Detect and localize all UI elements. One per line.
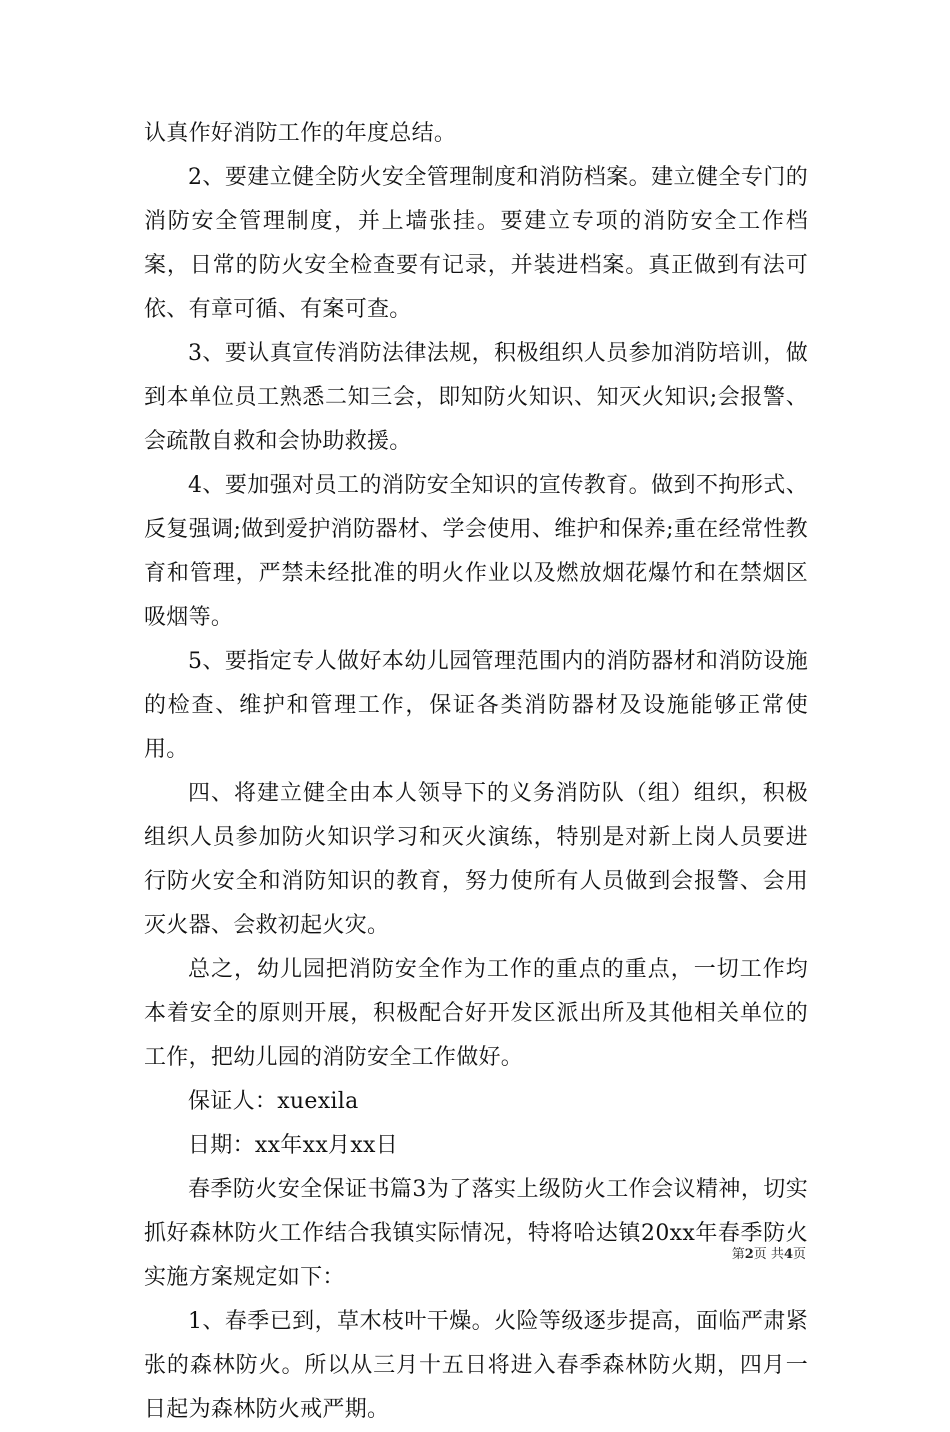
paragraph-11: 1、春季已到，草木枝叶干燥。火险等级逐步提高，面临严肃紧张的森林防火。所以从三月十五日将进入春季森林防火期，四月一日起为森林防火戒严期。 bbox=[144, 1309, 808, 1422]
guarantor-line: 保证人：xuexila bbox=[188, 1089, 359, 1114]
footer-middle: 页 共 bbox=[753, 1247, 784, 1262]
date-line: 日期：xx年xx月xx日 bbox=[188, 1133, 399, 1158]
footer-prefix: 第 bbox=[731, 1247, 745, 1262]
paragraph-1: 认真作好消防工作的年度总结。 bbox=[144, 121, 457, 146]
document-body bbox=[144, 112, 808, 1432]
footer-suffix: 页 bbox=[792, 1247, 806, 1262]
paragraph-7: 总之，幼儿园把消防安全作为工作的重点的重点，一切工作均本着安全的原则开展，积极配合好开发区派出所及其他相关单位的工作，把幼儿园的消防安全工作做好。 bbox=[144, 957, 808, 1070]
page-footer bbox=[732, 1247, 806, 1263]
current-page-number: 2 bbox=[744, 1247, 754, 1262]
paragraph-3: 3、要认真宣传消防法律法规，积极组织人员参加消防培训，做到本单位员工熟悉二知三会，即知防火知识、知灭火知识;会报警、会疏散自救和会协助救援。 bbox=[144, 341, 808, 454]
paragraph-2: 2、要建立健全防火安全管理制度和消防档案。建立健全专门的消防安全管理制度，并上墙张挂。要建立专项的消防安全工作档案，日常的防火安全检查要有记录，并装进档案。真正做到有法可依、有章可循、有案可查。 bbox=[144, 165, 808, 322]
paragraph-4: 4、要加强对员工的消防安全知识的宣传教育。做到不拘形式、反复强调;做到爱护消防器材、学会使用、维护和保养;重在经常性教育和管理，严禁未经批准的明火作业以及燃放烟花爆竹和在禁烟区吸烟等。 bbox=[144, 473, 808, 630]
paragraph-5: 5、要指定专人做好本幼儿园管理范围内的消防器材和消防设施的检查、维护和管理工作，保证各类消防器材及设施能够正常使用。 bbox=[144, 649, 808, 762]
paragraph-10: 春季防火安全保证书篇3为了落实上级防火工作会议精神，切实抓好森林防火工作结合我镇实际情况，特将哈达镇20xx年春季防火实施方案规定如下： bbox=[144, 1177, 808, 1290]
total-pages-number: 4 bbox=[783, 1247, 793, 1262]
paragraph-6: 四、将建立健全由本人领导下的义务消防队（组）组织，积极组织人员参加防火知识学习和灭火演练，特别是对新上岗人员要进行防火安全和消防知识的教育，努力使所有人员做到会报警、会用灭火器、会救初起火灾。 bbox=[144, 781, 808, 938]
